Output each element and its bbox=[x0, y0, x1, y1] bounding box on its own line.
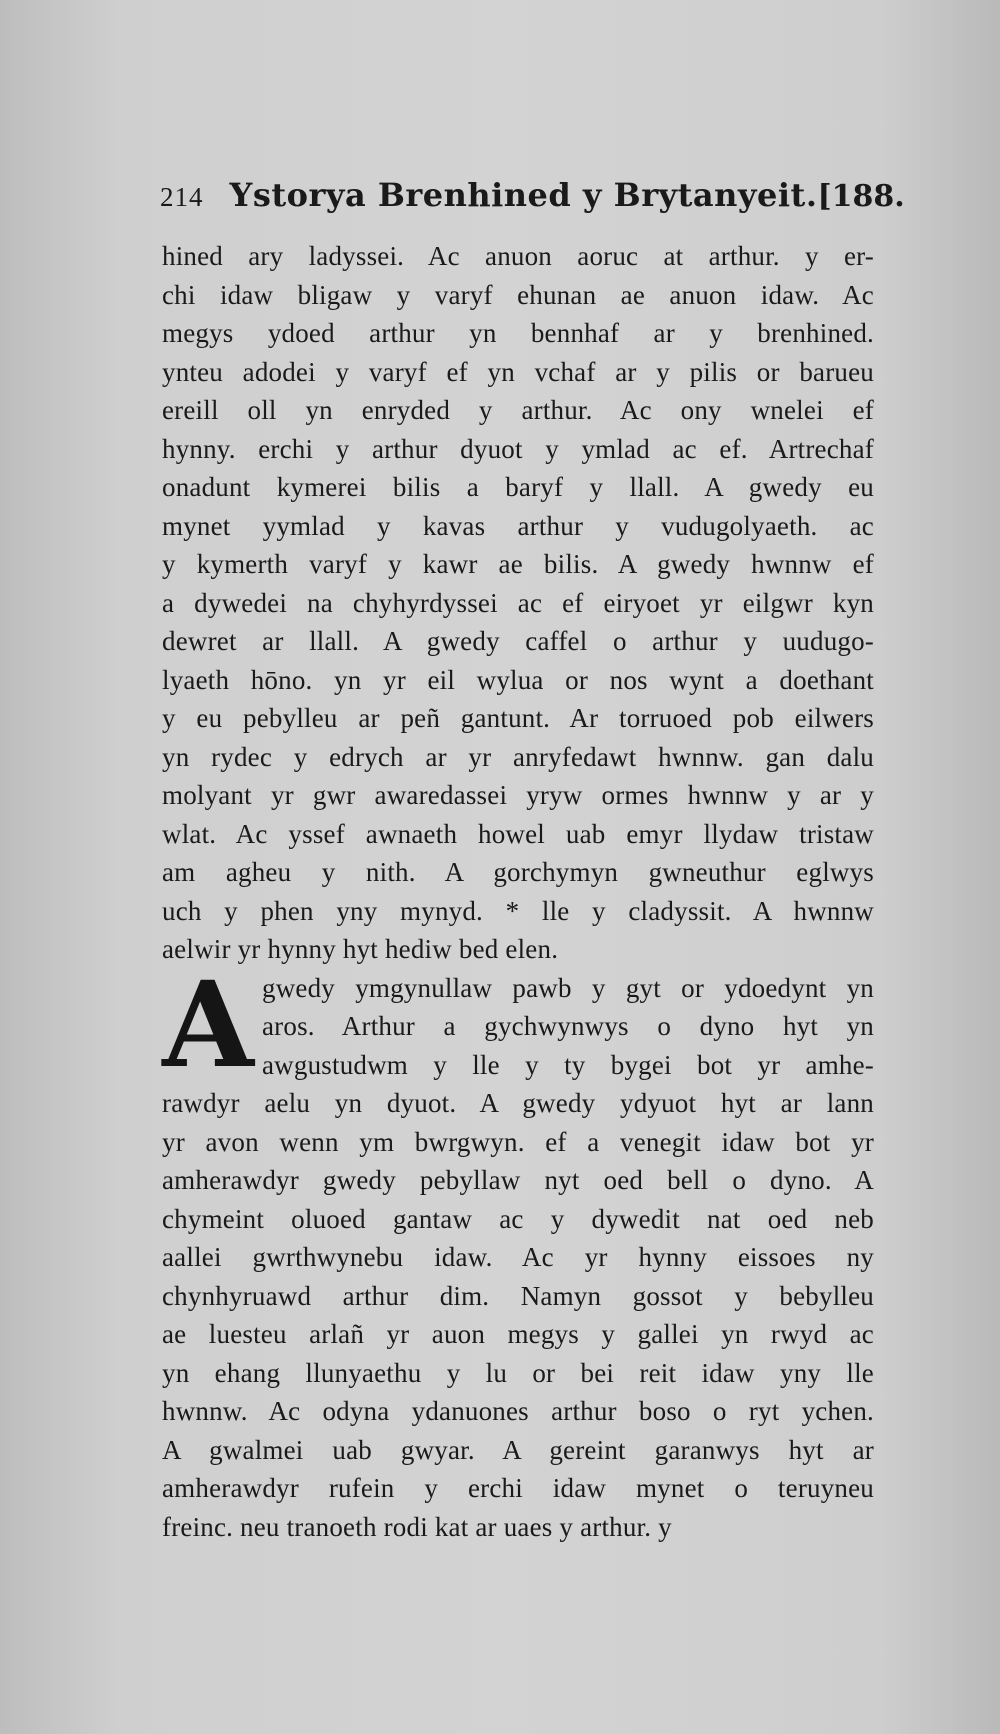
text-line: hwnnw. Ac odyna ydanuones arthur boso o ryt ychen. bbox=[162, 1396, 874, 1426]
text-line: hynny. erchi y arthur dyuot y ymlad ac ef. Artrechaf bbox=[162, 433, 874, 464]
text-line: lyaeth hōno. yn yr eil wylua or nos wynt a doethant bbox=[162, 664, 874, 695]
text-line: dewret ar llall. A gwedy caffel o arthur y uudugo- bbox=[162, 626, 874, 656]
text-line: onadunt kymerei bilis a baryf y llall. A gwedy eu bbox=[162, 472, 874, 502]
page-number: 214 bbox=[160, 182, 204, 212]
text-line: amherawdyr rufein y erchi idaw mynet o teruyneu bbox=[162, 1473, 874, 1503]
text-line: uch y phen yny mynyd. * lle y cladyssit. A hwnnw bbox=[162, 895, 874, 926]
text-line: chymeint oluoed gantaw ac y dywedit nat oed neb bbox=[162, 1203, 874, 1234]
text-line: chynhyruawd arthur dim. Namyn gossot y bebylleu bbox=[162, 1280, 874, 1311]
text-line: aelwir yr hynny hyt hediw bed elen. bbox=[162, 934, 559, 964]
text-line: y eu pebylleu ar peñ gantunt. Ar torruoed pob eilwers bbox=[162, 703, 874, 733]
text-line: chi idaw bligaw y varyf ehunan ae anuon idaw. Ac bbox=[162, 279, 874, 310]
text-line: yr avon wenn ym bwrgwyn. ef a venegit idaw bot yr bbox=[162, 1126, 874, 1157]
paragraph bbox=[162, 237, 874, 969]
body-text bbox=[162, 237, 874, 1546]
text-line: am agheu y nith. A gorchymyn gwneuthur eglwys bbox=[162, 857, 874, 887]
text-line: A gwalmei uab gwyar. A gereint garanwys hyt ar bbox=[162, 1434, 874, 1465]
text-line: a dywedei na chyhyrdyssei ac ef eiryoet yr eilgwr kyn bbox=[162, 587, 874, 618]
text-line: mynet yymlad y kavas arthur y vudugolyaeth. ac bbox=[162, 510, 874, 541]
text-line: yn ehang llunyaethu y lu or bei reit idaw yny lle bbox=[162, 1357, 874, 1388]
text-line: gwedy ymgynullaw pawb y gyt or ydoedynt yn bbox=[262, 972, 874, 1003]
text-line: ae luesteu arlañ yr auon megys y gallei yn rwyd ac bbox=[162, 1319, 874, 1349]
text-line: wlat. Ac yssef awnaeth howel uab emyr llydaw tristaw bbox=[162, 818, 874, 849]
text-line: aallei gwrthwynebu idaw. Ac yr hynny eissoes ny bbox=[162, 1242, 874, 1272]
drop-cap-initial: A bbox=[162, 954, 254, 1094]
running-title: Ystorya Brenhined y Brytanyeit. bbox=[229, 176, 818, 214]
text-line: freinc. neu tranoeth rodi kat ar uaes y arthur. y bbox=[162, 1511, 672, 1542]
text-line: awgustudwm y lle y ty bygei bot yr amhe- bbox=[262, 1049, 874, 1080]
text-line: molyant yr gwr awaredassei yryw ormes hwnnw y ar y bbox=[162, 780, 874, 810]
text-line: aros. Arthur a gychwynwys o dyno hyt yn bbox=[262, 1011, 874, 1041]
text-line: y kymerth varyf y kawr ae bilis. A gwedy hwnnw ef bbox=[162, 549, 874, 579]
page-header bbox=[160, 176, 905, 224]
paragraph-with-initial bbox=[162, 954, 874, 1547]
section-number: [188. bbox=[817, 179, 905, 214]
text-line: yn rydec y edrych ar yr anryfedawt hwnnw. gan dalu bbox=[162, 741, 874, 772]
text-line: hined ary ladyssei. Ac anuon aoruc at arthur. y er- bbox=[162, 241, 874, 271]
text-line: ereill oll yn enryded y arthur. Ac ony wnelei ef bbox=[162, 395, 874, 425]
text-line: ynteu adodei y varyf ef yn vchaf ar y pilis or barueu bbox=[162, 356, 874, 387]
text-line: megys ydoed arthur yn bennhaf ar y brenhined. bbox=[162, 318, 874, 348]
text-line: amherawdyr gwedy pebyllaw nyt oed bell o dyno. A bbox=[162, 1165, 874, 1195]
text-line: rawdyr aelu yn dyuot. A gwedy ydyuot hyt ar lann bbox=[162, 1088, 874, 1118]
